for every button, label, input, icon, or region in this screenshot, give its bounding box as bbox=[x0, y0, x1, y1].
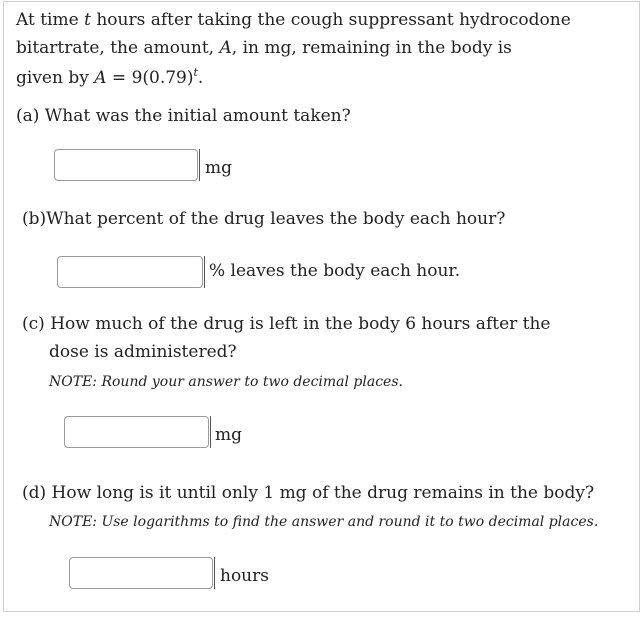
question-d: (d) How long is it until only 1 mg of the drug remains in the body? bbox=[22, 483, 595, 503]
question-c-line-1: (c) How much of the drug is left in the body 6 hours after the bbox=[22, 314, 551, 334]
unit-label-d: hours bbox=[220, 566, 269, 586]
answer-input-a[interactable] bbox=[54, 149, 198, 181]
question-c-line-2: dose is administered? bbox=[49, 342, 237, 362]
note-d: NOTE: Use logarithms to find the answer and round it to two decimal places. bbox=[49, 514, 599, 530]
unit-label-a: mg bbox=[205, 158, 233, 178]
unit-label-c: mg bbox=[215, 425, 243, 445]
intro-formula-line: given by $A = 9(0.79)^t$. bbox=[16, 66, 204, 88]
unit-divider-c bbox=[210, 416, 211, 448]
unit-divider-a bbox=[199, 149, 200, 181]
note-c: NOTE: Round your answer to two decimal places. bbox=[49, 374, 403, 390]
answer-input-c[interactable] bbox=[64, 416, 209, 448]
question-a: (a) What was the initial amount taken? bbox=[16, 106, 351, 126]
answer-input-d[interactable] bbox=[69, 557, 213, 589]
unit-label-b: % leaves the body each hour. bbox=[209, 261, 461, 281]
unit-divider-d bbox=[214, 557, 215, 589]
answer-input-b[interactable] bbox=[57, 256, 203, 288]
intro-line-1: At time t hours after taking the cough suppressant hydrocodone bbox=[16, 10, 571, 30]
intro-line-2: bitartrate, the amount, A, in mg, remaining in the body is bbox=[16, 38, 512, 58]
unit-divider-b bbox=[204, 256, 205, 288]
question-b: (b)What percent of the drug leaves the body each hour? bbox=[22, 209, 506, 229]
